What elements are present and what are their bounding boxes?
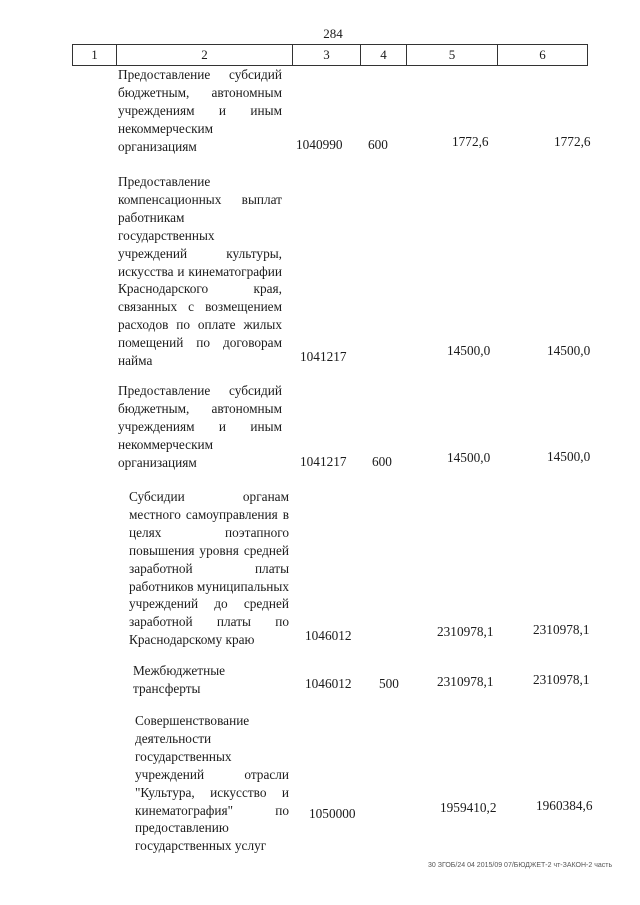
row-description: Субсидии органам местного самоуправления в целях поэтапного повышения уровня средней заработной платы работников муниципальных учреждений до средней заработной платы по Краснодарскому краю: [129, 489, 289, 648]
table-header: [72, 44, 588, 66]
row-description: Межбюджетные трансферты: [133, 663, 226, 696]
row-value-5: 2310978,1: [437, 674, 494, 689]
row-value-5: 14500,0: [447, 450, 491, 465]
row-code: 1050000: [309, 806, 356, 821]
row-code: 1041217: [300, 454, 347, 469]
row-description: Совершенствование деятельности государственных учреждений отрасли "Культура, искусство и кинематография" по предоставлению государственных услуг: [135, 713, 289, 854]
row-code: 1046012: [305, 676, 352, 691]
row-value-6: 2310978,1: [533, 672, 590, 687]
row-value-5: 1959410,2: [440, 800, 497, 815]
header-col-4: 4: [360, 45, 406, 65]
header-col-6: 6: [497, 45, 588, 65]
row-value-6: 14500,0: [547, 449, 591, 464]
row-type: 500: [379, 676, 399, 691]
row-description: Предоставление субсидий бюджетным, автономным учреждениям и иным некоммерческим организациям: [118, 383, 282, 470]
row-value-6: 14500,0: [547, 343, 591, 358]
row-type: 600: [372, 454, 392, 469]
document-footer: 30 ЗГОБ/24 04 2015/09 07/БЮДЖЕТ-2 чт-ЗАКОН-2 часть: [428, 862, 613, 869]
header-col-2: 2: [116, 45, 292, 65]
row-value-6: 1960384,6: [536, 798, 593, 813]
header-col-1: 1: [72, 45, 116, 65]
row-value-5: 1772,6: [452, 134, 489, 149]
row-code: 1040990: [296, 137, 343, 152]
row-value-5: 14500,0: [447, 343, 491, 358]
header-col-5: 5: [406, 45, 497, 65]
row-code: 1046012: [305, 628, 352, 643]
row-value-5: 2310978,1: [437, 624, 494, 639]
page-number: 284: [323, 26, 343, 41]
row-code: 1041217: [300, 349, 347, 364]
row-value-6: 2310978,1: [533, 622, 590, 637]
row-description: Предоставление компенсационных выплат работникам государственных учреждений культуры, искусства и кинематографии Краснодарского края, связанных с возмещением расходов по оплате жилых помещений по договорам найма: [118, 174, 282, 369]
row-value-6: 1772,6: [554, 134, 591, 149]
row-type: 600: [368, 137, 388, 152]
row-description: Предоставление субсидий бюджетным, автономным учреждениям и иным некоммерческим организациям: [118, 67, 282, 154]
header-col-3: 3: [292, 45, 360, 65]
